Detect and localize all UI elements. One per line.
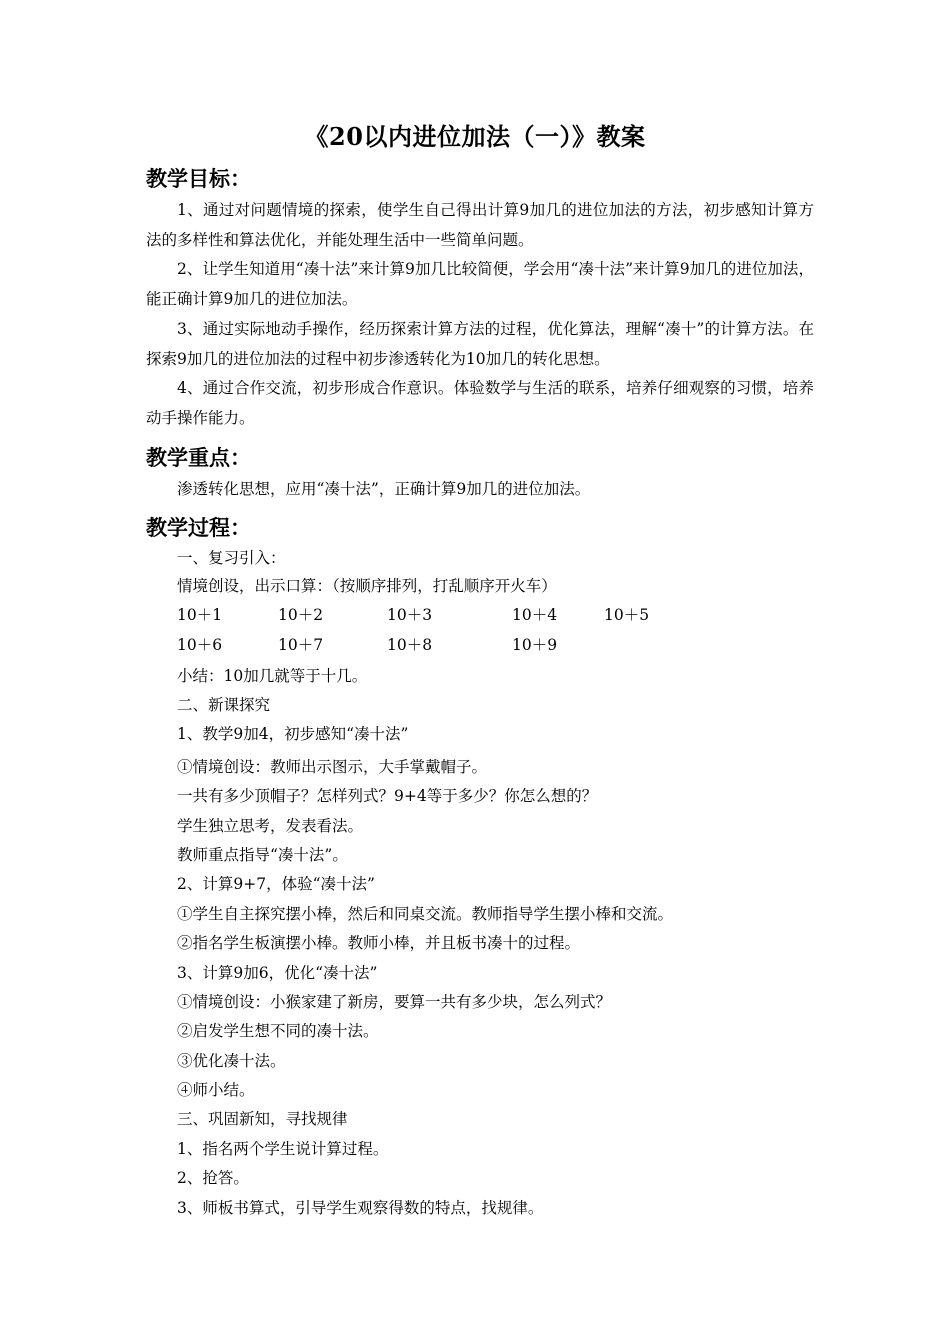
calc-item: 10＋1 [177, 606, 223, 624]
calc-item: 10＋5 [604, 606, 650, 624]
process-line: 三、巩固新知，寻找规律 [177, 1110, 348, 1128]
calc-item: 10＋4 [512, 606, 558, 624]
process-line: ②启发学生想不同的凑十法。 [177, 1022, 379, 1040]
key-paragraph: 渗透转化思想，应用“凑十法”，正确计算9加几的进位加法。 [177, 480, 591, 498]
process-line: 2、计算9+7，体验“凑十法” [177, 875, 375, 893]
goal-paragraph-1: 1、通过对问题情境的探索，使学生自己得出计算9加几的进位加法的方法，初步感知计算方法的多样性和算法优化，并能处理生活中一些简单问题。 [146, 201, 814, 249]
process-line: 2、抢答。 [177, 1169, 249, 1187]
heading-teaching-goals: 教学目标： [146, 166, 251, 191]
process-line: ③优化凑十法。 [177, 1052, 286, 1070]
process-line: 1、指名两个学生说计算过程。 [177, 1140, 389, 1158]
process-line: 一共有多少顶帽子？怎样列式？9+4等于多少？你怎么想的？ [177, 787, 598, 805]
process-line: ①情境创设：教师出示图示，大手掌戴帽子。 [177, 758, 488, 776]
calc-item: 10＋2 [278, 606, 324, 624]
process-line: 教师重点指导“凑十法”。 [177, 846, 348, 864]
review-title: 一、复习引入： [177, 549, 286, 567]
calc-item: 10＋9 [512, 636, 558, 654]
calc-item: 10＋3 [387, 606, 433, 624]
process-line: ①情境创设：小猴家建了新房，要算一共有多少块，怎么列式？ [177, 993, 612, 1011]
review-summary: 小结：10加几就等于十几。 [177, 667, 368, 685]
goal-paragraph-3: 3、通过实际地动手操作，经历探索计算方法的过程，优化算法，理解“凑十”的计算方法。在探索9加几的进位加法的过程中初步渗透转化为10加几的转化思想。 [146, 320, 814, 368]
review-intro: 情境创设，出示口算：（按顺序排列，打乱顺序开火车） [177, 577, 557, 595]
process-line: ②指名学生板演摆小棒。教师小棒，并且板书凑十的过程。 [177, 934, 581, 952]
document-title: 《20以内进位加法（一）》教案 [304, 122, 646, 151]
process-line: 二、新课探究 [177, 696, 271, 714]
heading-teaching-process: 教学过程： [146, 515, 251, 540]
process-line: 3、计算9加6，优化“凑十法” [177, 964, 378, 982]
calc-item: 10＋8 [387, 636, 433, 654]
process-line: ④师小结。 [177, 1081, 255, 1099]
calc-item: 10＋7 [278, 636, 324, 654]
goal-paragraph-2: 2、让学生知道用“凑十法”来计算9加几比较简便，学会用“凑十法”来计算9加几的进位加法，能正确计算9加几的进位加法。 [146, 260, 814, 308]
process-line: 1、教学9加4，初步感知“凑十法” [177, 725, 409, 743]
goal-paragraph-4: 4、通过合作交流，初步形成合作意识。体验数学与生活的联系，培养仔细观察的习惯，培养动手操作能力。 [146, 379, 814, 427]
heading-teaching-key: 教学重点： [146, 445, 251, 470]
process-line: 3、师板书算式，引导学生观察得数的特点，找规律。 [177, 1199, 544, 1217]
process-line: 学生独立思考，发表看法。 [177, 817, 364, 835]
process-line: ①学生自主探究摆小棒，然后和同桌交流。教师指导学生摆小棒和交流。 [177, 905, 674, 923]
calc-item: 10＋6 [177, 636, 223, 654]
